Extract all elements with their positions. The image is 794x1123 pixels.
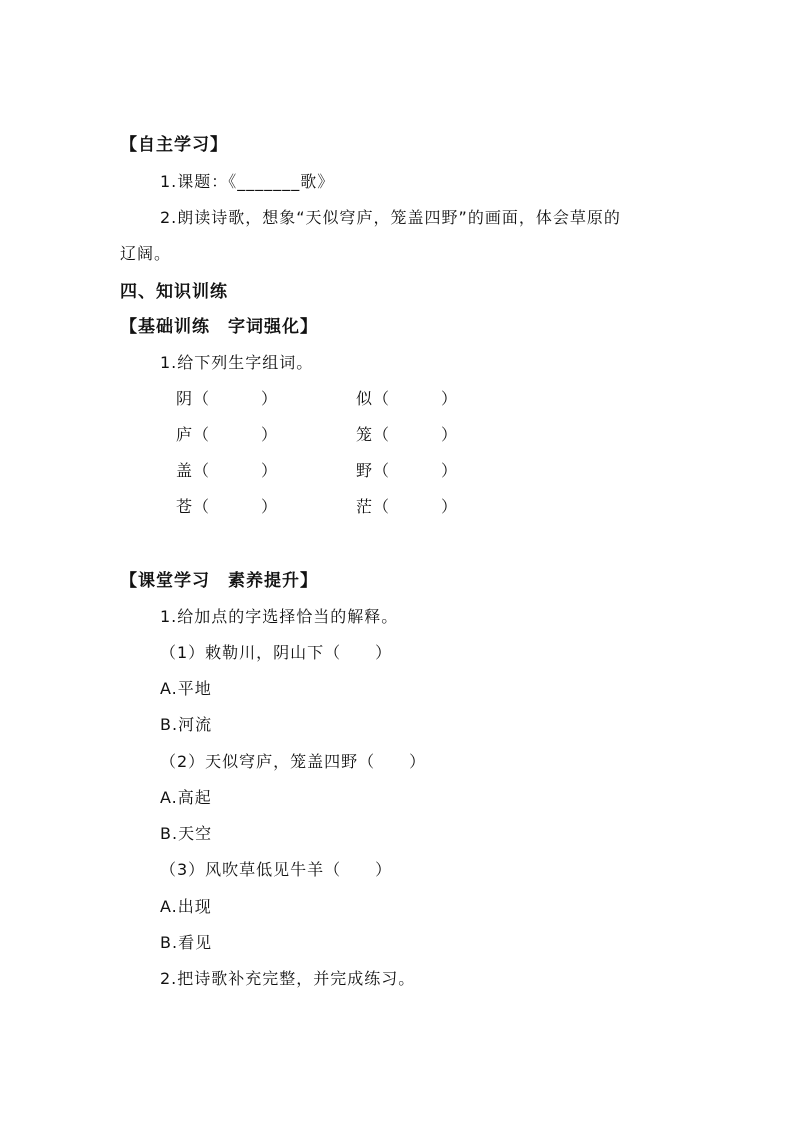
word-item-lu: 庐（ ）	[176, 425, 279, 444]
word-item-cang: 苍（ ）	[176, 497, 279, 516]
class-sub-question-1: （1）敕勒川，阴山下（ ）	[160, 643, 393, 662]
sub-1-option-a: A.平地	[160, 679, 212, 698]
sub-1-option-b: B.河流	[160, 715, 213, 734]
class-study-heading: 【课堂学习 素养提升】	[120, 571, 318, 591]
basic-question-1: 1.给下列生字组词。	[160, 353, 314, 372]
sub-2-option-a: A.高起	[160, 788, 212, 807]
word-item-si: 似（ ）	[356, 389, 459, 408]
class-question-1: 1.给加点的字选择恰当的解释。	[160, 607, 399, 626]
word-item-yin: 阴（ ）	[176, 389, 279, 408]
self-study-item-2-line-1: 2.朗读诗歌，想象“天似穹庐，笼盖四野”的画面，体会草原的	[160, 208, 621, 227]
class-sub-question-3: （3）风吹草低见牛羊（ ）	[160, 860, 393, 879]
class-question-2: 2.把诗歌补充完整，并完成练习。	[160, 969, 416, 988]
self-study-item-2-line-2: 辽阔。	[120, 244, 172, 263]
sub-3-option-a: A.出现	[160, 897, 212, 916]
sub-3-option-b: B.看见	[160, 933, 213, 952]
self-study-heading: 【自主学习】	[120, 135, 228, 155]
basic-training-heading: 【基础训练 字词强化】	[120, 317, 318, 337]
self-study-item-1: 1.课题：《_______歌》	[160, 172, 335, 191]
word-item-gai: 盖（ ）	[176, 461, 279, 480]
sub-2-option-b: B.天空	[160, 824, 213, 843]
class-sub-question-2: （2）天似穹庐，笼盖四野（ ）	[160, 752, 427, 771]
part-4-heading: 四、知识训练	[120, 282, 228, 302]
word-item-ye: 野（ ）	[356, 461, 459, 480]
word-item-long: 笼（ ）	[356, 425, 459, 444]
word-item-mang: 茫（ ）	[356, 497, 459, 516]
